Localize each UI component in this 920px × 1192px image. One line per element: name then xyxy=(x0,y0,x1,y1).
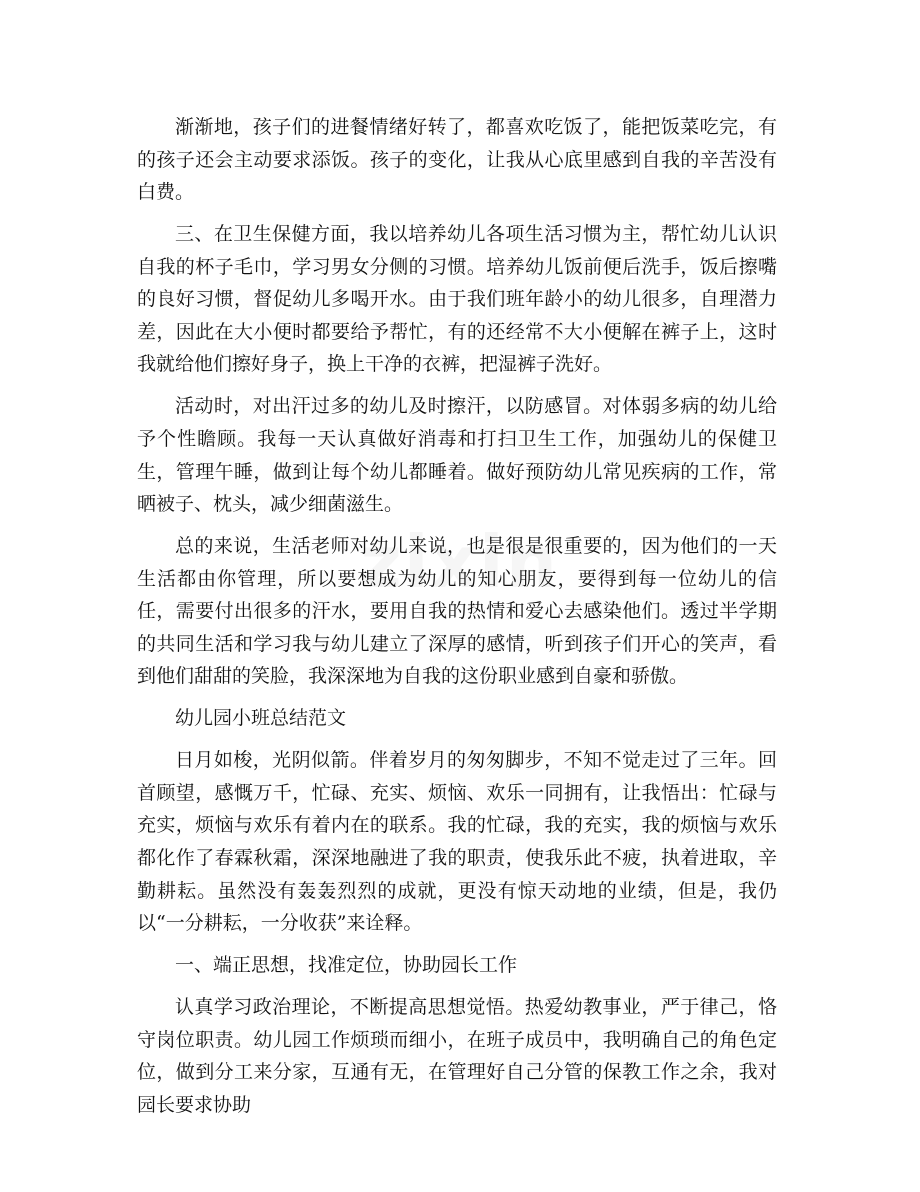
paragraph-summary: 总的来说，生活老师对幼儿来说，也是很是很重要的，因为他们的一天生活都由你管理，所以要想成为幼儿的知心朋友，要得到每一位幼儿的信任，需要付出很多的汗水，要用自我的热情和爱心去感染他们。透过半学期的共同生活和学习我与幼儿建立了深厚的感情，听到孩子们开心的笑声，看到他们甜甜的笑脸，我深深地为自我的这份职业感到自豪和骄傲。 xyxy=(137,535,777,688)
section-title-sample: 幼儿园小班总结范文 xyxy=(175,707,347,730)
paragraph-study-politics: 认真学习政治理论，不断提高思想觉悟。热爱幼教事业，严于律己，恪守岗位职责。幼儿园工作烦琐而细小，在班子成员中，我明确自己的角色定位，做到分工来分家，互通有无，在管理好自己分管的保教工作之余，我对园长要求协助 xyxy=(137,995,777,1116)
document-body xyxy=(137,111,777,1131)
paragraph-reflection: 日月如梭，光阴似箭。伴着岁月的匆匆脚步，不知不觉走过了三年。回首顾望，感慨万千，忙碌、充实、烦恼、欢乐一同拥有，让我悟出：忙碌与充实，烦恼与欢乐有着内在的联系。我的忙碌，我的充实，我的烦恼与欢乐都化作了春霖秋霜，深深地融进了我的职责，使我乐此不疲，执着进取，辛勤耕耘。虽然没有轰轰烈烈的成就，更没有惊天动地的业绩，但是，我仍以“一分耕耘，一分收获”来诠释。 xyxy=(137,749,777,935)
paragraph-eating-progress: 渐渐地，孩子们的进餐情绪好转了，都喜欢吃饭了，能把饭菜吃完，有的孩子还会主动要求添饭。孩子的变化，让我从心底里感到自我的辛苦没有白费。 xyxy=(137,116,777,204)
paragraph-hygiene-care: 三、在卫生保健方面，我以培养幼儿各项生活习惯为主，帮忙幼儿认识自我的杯子毛巾，学习男女分侧的习惯。培养幼儿饭前便后洗手，饭后擦嘴的良好习惯，督促幼儿多喝开水。由于我们班年龄小的幼儿很多，自理潜力差，因此在大小便时都要给予帮忙，有的还经常不大小便解在裤子上，这时我就给他们擦好身子，换上干净的衣裤，把湿裤子洗好。 xyxy=(137,223,777,376)
paragraph-activity-health: 活动时，对出汗过多的幼儿及时擦汗，以防感冒。对体弱多病的幼儿给予个性瞻顾。我每一天认真做好消毒和打扫卫生工作，加强幼儿的保健卫生，管理午睡，做到让每个幼儿都睡着。做好预防幼儿常见疾病的工作，常晒被子、枕头，减少细菌滋生。 xyxy=(137,395,777,516)
section-heading-one: 一、端正思想，找准定位，协助园长工作 xyxy=(175,954,518,977)
